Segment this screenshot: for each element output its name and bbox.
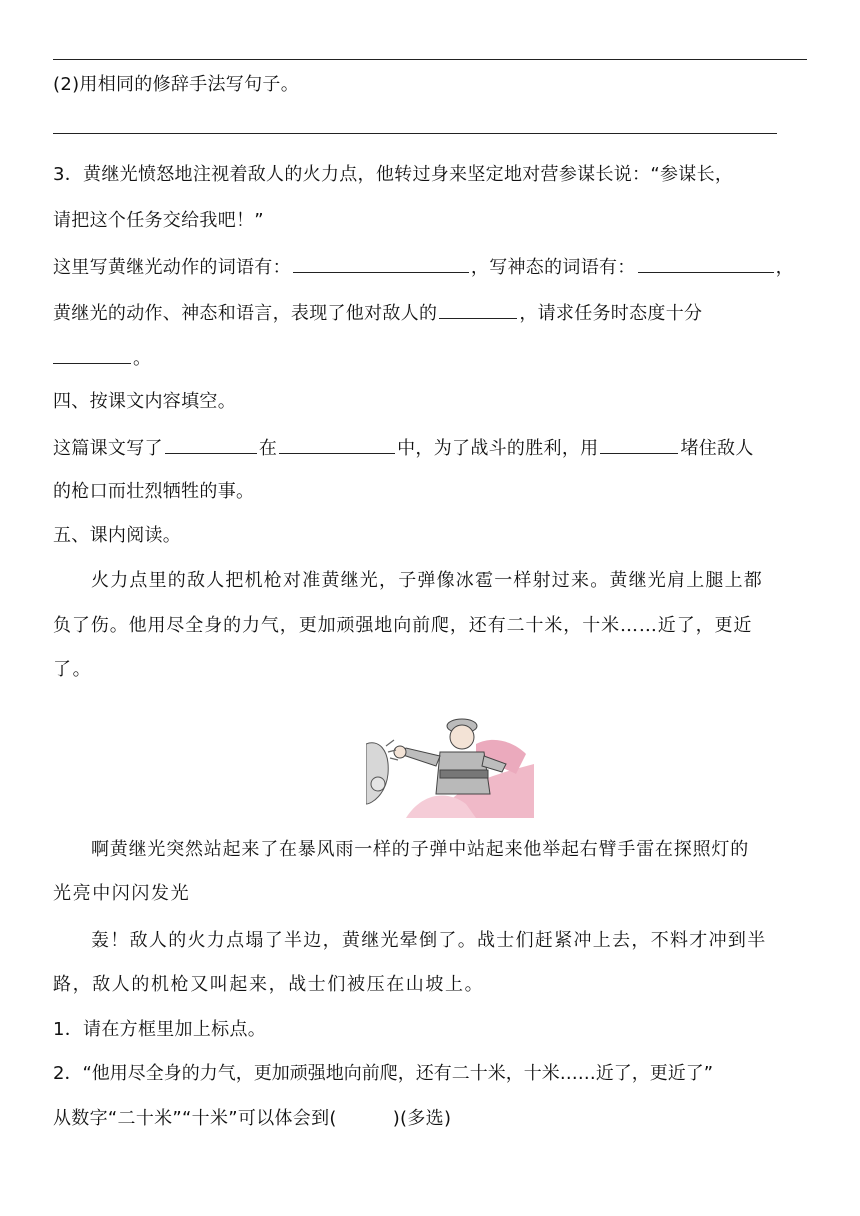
fill-blank-who[interactable]	[165, 435, 257, 454]
reading-question-2-text: )(多选)	[392, 1108, 452, 1129]
question-3-line4	[53, 300, 813, 326]
punctuation: 。	[133, 348, 152, 369]
question-3-line2: 请把这个任务交给我吧！”	[53, 210, 264, 231]
fill-blank-action[interactable]	[293, 254, 469, 273]
section-4-line1	[53, 435, 813, 461]
passage-para3-line1: 轰！敌人的火力点塌了半边，黄继光晕倒了。战士们赶紧冲上去，不料才冲到半	[91, 930, 767, 951]
question-3-attitude-label: 黄继光的动作、神态和语言，表现了他对敌人的	[53, 303, 438, 324]
question-3-line3	[53, 254, 813, 280]
question-3-expression-label: ，写神态的词语有：	[470, 257, 636, 278]
question-2-2: (2)用相同的修辞手法写句子。	[53, 74, 299, 95]
section-4-text: 堵住敌人	[680, 438, 754, 459]
fill-blank-how[interactable]	[600, 435, 678, 454]
answer-line	[53, 59, 807, 60]
section-5-heading: 五、课内阅读。	[53, 525, 182, 546]
fill-blank-expression[interactable]	[638, 254, 774, 273]
section-4-text: 中，为了战斗的胜利，用	[397, 438, 599, 459]
section-4-line2: 的枪口而壮烈牺牲的事。	[53, 481, 255, 502]
passage-para1-line3: 了。	[53, 659, 93, 680]
passage-para1-line2: 负了伤。他用尽全身的力气，更加顽强地向前爬，还有二十米，十米……近了，更近	[53, 615, 753, 636]
fill-blank-where[interactable]	[279, 435, 395, 454]
passage-para2-line1: 啊黄继光突然站起来了在暴风雨一样的子弹中站起来他举起右臂手雷在探照灯的	[91, 839, 749, 860]
fill-blank-manner[interactable]	[53, 345, 131, 364]
question-3-line1: 3．黄继光愤怒地注视着敌人的火力点，他转过身来坚定地对营参谋长说：“参谋长，	[53, 164, 734, 185]
section-4-heading: 四、按课文内容填空。	[53, 391, 236, 412]
answer-line	[53, 133, 777, 134]
question-3-line5	[53, 345, 813, 371]
section-4-text: 在	[258, 438, 278, 459]
reading-question-2-line1: 2．“他用尽全身的力气，更加顽强地向前爬，还有二十米，十米……近了，更近了”	[53, 1063, 714, 1084]
fill-blank-attitude[interactable]	[439, 300, 517, 319]
question-3-request-label: ，请求任务时态度十分	[519, 303, 703, 324]
passage-para3-line2: 路，敌人的机枪又叫起来，战士们被压在山坡上。	[53, 974, 485, 995]
section-4-text: 这篇课文写了	[53, 438, 163, 459]
reading-question-1: 1．请在方框里加上标点。	[53, 1019, 267, 1040]
reading-question-2-line2	[53, 1107, 813, 1131]
punctuation: ，	[775, 257, 794, 278]
reading-question-2-text: 从数字“二十米”“十米”可以体会到(	[53, 1108, 337, 1129]
soldier-illustration	[366, 704, 534, 818]
passage-para2-line2: 光亮中闪闪发光	[53, 883, 191, 904]
passage-para1-line1: 火力点里的敌人把机枪对准黄继光，子弹像冰雹一样射过来。黄继光肩上腿上都	[91, 570, 763, 591]
question-3-action-label: 这里写黄继光动作的词语有：	[53, 257, 291, 278]
